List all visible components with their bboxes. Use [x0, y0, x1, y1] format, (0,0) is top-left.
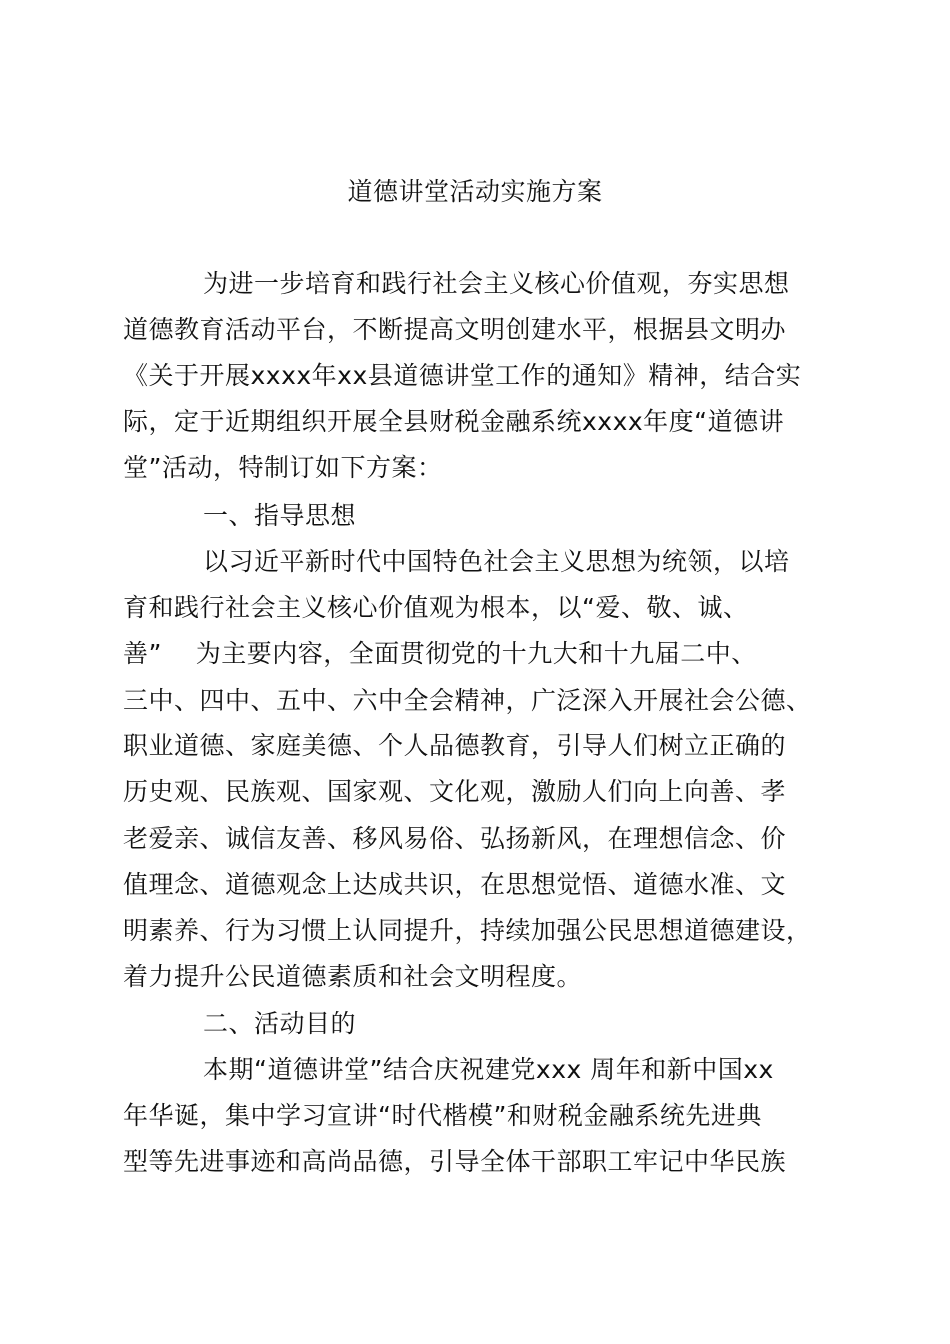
paragraph-line: 《关于开展xxxx年xx县道德讲堂工作的通知》精神，结合实 — [123, 361, 802, 390]
section-heading: 一、指导思想 — [203, 501, 357, 530]
paragraph-line: 育和践行社会主义核心价值观为根本，以“爱、敬、诚、 — [123, 593, 749, 622]
paragraph-line: 型等先进事迹和高尚品德，引导全体干部职工牢记中华民族 — [123, 1147, 787, 1176]
paragraph-line: 道德教育活动平台，不断提高文明创建水平，根据县文明办 — [123, 315, 787, 344]
paragraph-line: 年华诞，集中学习宣讲“时代楷模”和财税金融系统先进典 — [123, 1101, 762, 1130]
document-title: 道德讲堂活动实施方案 — [347, 177, 603, 206]
paragraph-line: 堂”活动，特制订如下方案： — [123, 453, 443, 482]
paragraph-line: 历史观、民族观、国家观、文化观，激励人们向上向善、孝 — [123, 777, 787, 806]
paragraph-line: 三中、四中、五中、六中全会精神，广泛深入开展社会公德、 — [123, 686, 812, 715]
paragraph-line: 为进一步培育和践行社会主义核心价值观，夯实思想 — [203, 269, 790, 298]
section-heading: 二、活动目的 — [203, 1009, 357, 1038]
paragraph-line: 职业道德、家庭美德、个人品德教育，引导人们树立正确的 — [123, 731, 787, 760]
paragraph-line: 着力提升公民道德素质和社会文明程度。 — [123, 962, 583, 991]
paragraph-line: 际，定于近期组织开展全县财税金融系统xxxx年度“道德讲 — [123, 407, 785, 436]
paragraph-line: 值理念、道德观念上达成共识，在思想觉悟、道德水准、文 — [123, 870, 787, 899]
paragraph-line: 明素养、行为习惯上认同提升，持续加强公民思想道德建设， — [123, 916, 812, 945]
paragraph-line: 以习近平新时代中国特色社会主义思想为统领，以培 — [203, 547, 790, 576]
paragraph-line: 老爱亲、诚信友善、移风易俗、弘扬新风，在理想信念、价 — [123, 824, 787, 853]
paragraph-line: 善” 为主要内容，全面贯彻党的十九大和十九届二中、 — [123, 639, 757, 668]
paragraph-line: 本期“道德讲堂”结合庆祝建党xxx 周年和新中国xx — [203, 1055, 774, 1084]
